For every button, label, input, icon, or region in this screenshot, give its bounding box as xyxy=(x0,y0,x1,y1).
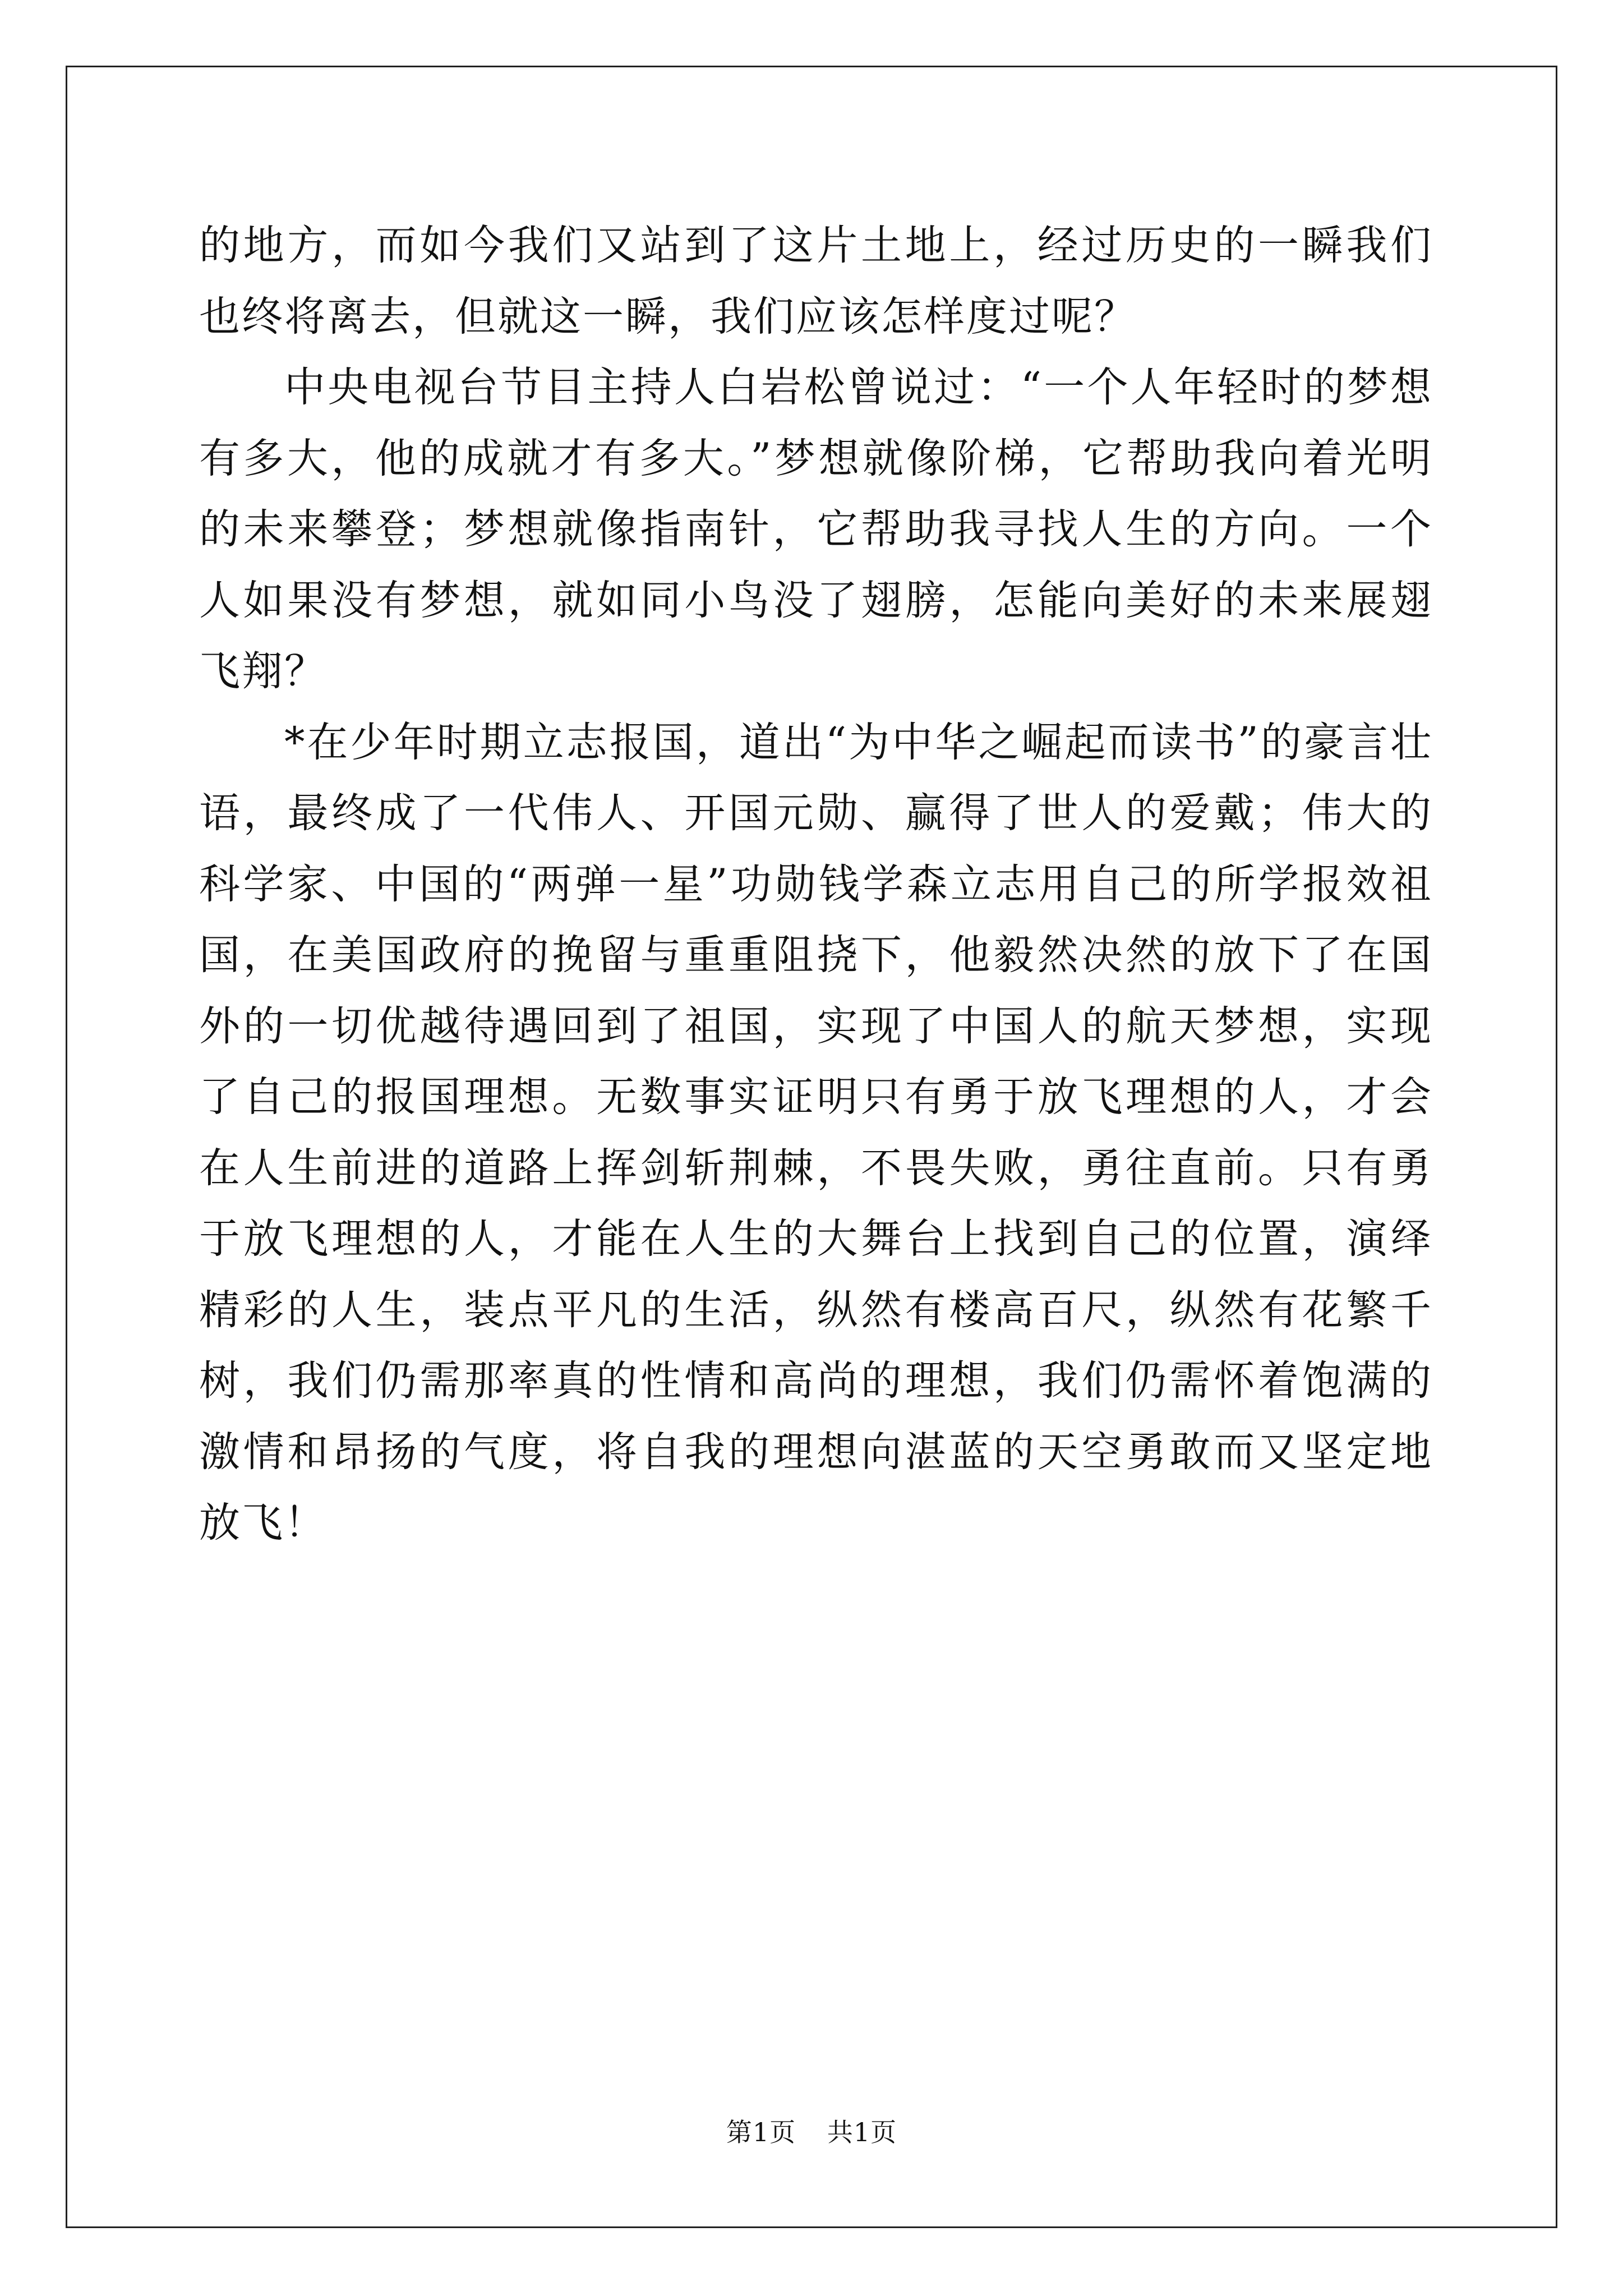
page-footer xyxy=(0,2112,1623,2149)
paragraph-continuation: 的地方，而如今我们又站到了这片土地上，经过历史的一瞬我们也终将离去，但就这一瞬，我们应该怎样度过呢？ xyxy=(199,222,1433,341)
document-body xyxy=(199,210,1433,1559)
paragraph-quote-bai-yansong: 中央电视台节目主持人白岩松曾说过：“一个人年轻时的梦想有多大，他的成就才有多大。”梦想就像阶梯，它帮助我向着光明的未来攀登；梦想就像指南针，它帮助我寻找人生的方向。一个人如果没有梦想，就如同小鸟没了翅膀，怎能向美好的未来展翅飞翔？ xyxy=(199,364,1433,695)
paragraph-ideals: *在少年时期立志报国，道出“为中华之崛起而读书”的豪言壮语，最终成了一代伟人、开国元勋、赢得了世人的爱戴；伟大的科学家、中国的“两弹一星”功勋钱学森立志用自己的所学报效祖国，在美国政府的挽留与重重阻挠下，他毅然决然的放下了在国外的一切优越待遇回到了祖国，实现了中国人的航天梦想，实现了自己的报国理想。无数事实证明只有勇于放飞理想的人，才会在人生前进的道路上挥剑斩荆棘，不畏失败，勇往直前。只有勇于放飞理想的人，才能在人生的大舞台上找到自己的位置，演绎精彩的人生，装点平凡的生活，纵然有楼高百尺，纵然有花繁千树，我们仍需那率真的性情和高尚的理想，我们仍需怀着饱满的激情和昂扬的气度，将自我的理想向湛蓝的天空勇敢而又坚定地放飞！ xyxy=(199,718,1433,1547)
page-total: 共1页 xyxy=(827,2117,897,2147)
page-number: 第1页 xyxy=(726,2117,796,2147)
